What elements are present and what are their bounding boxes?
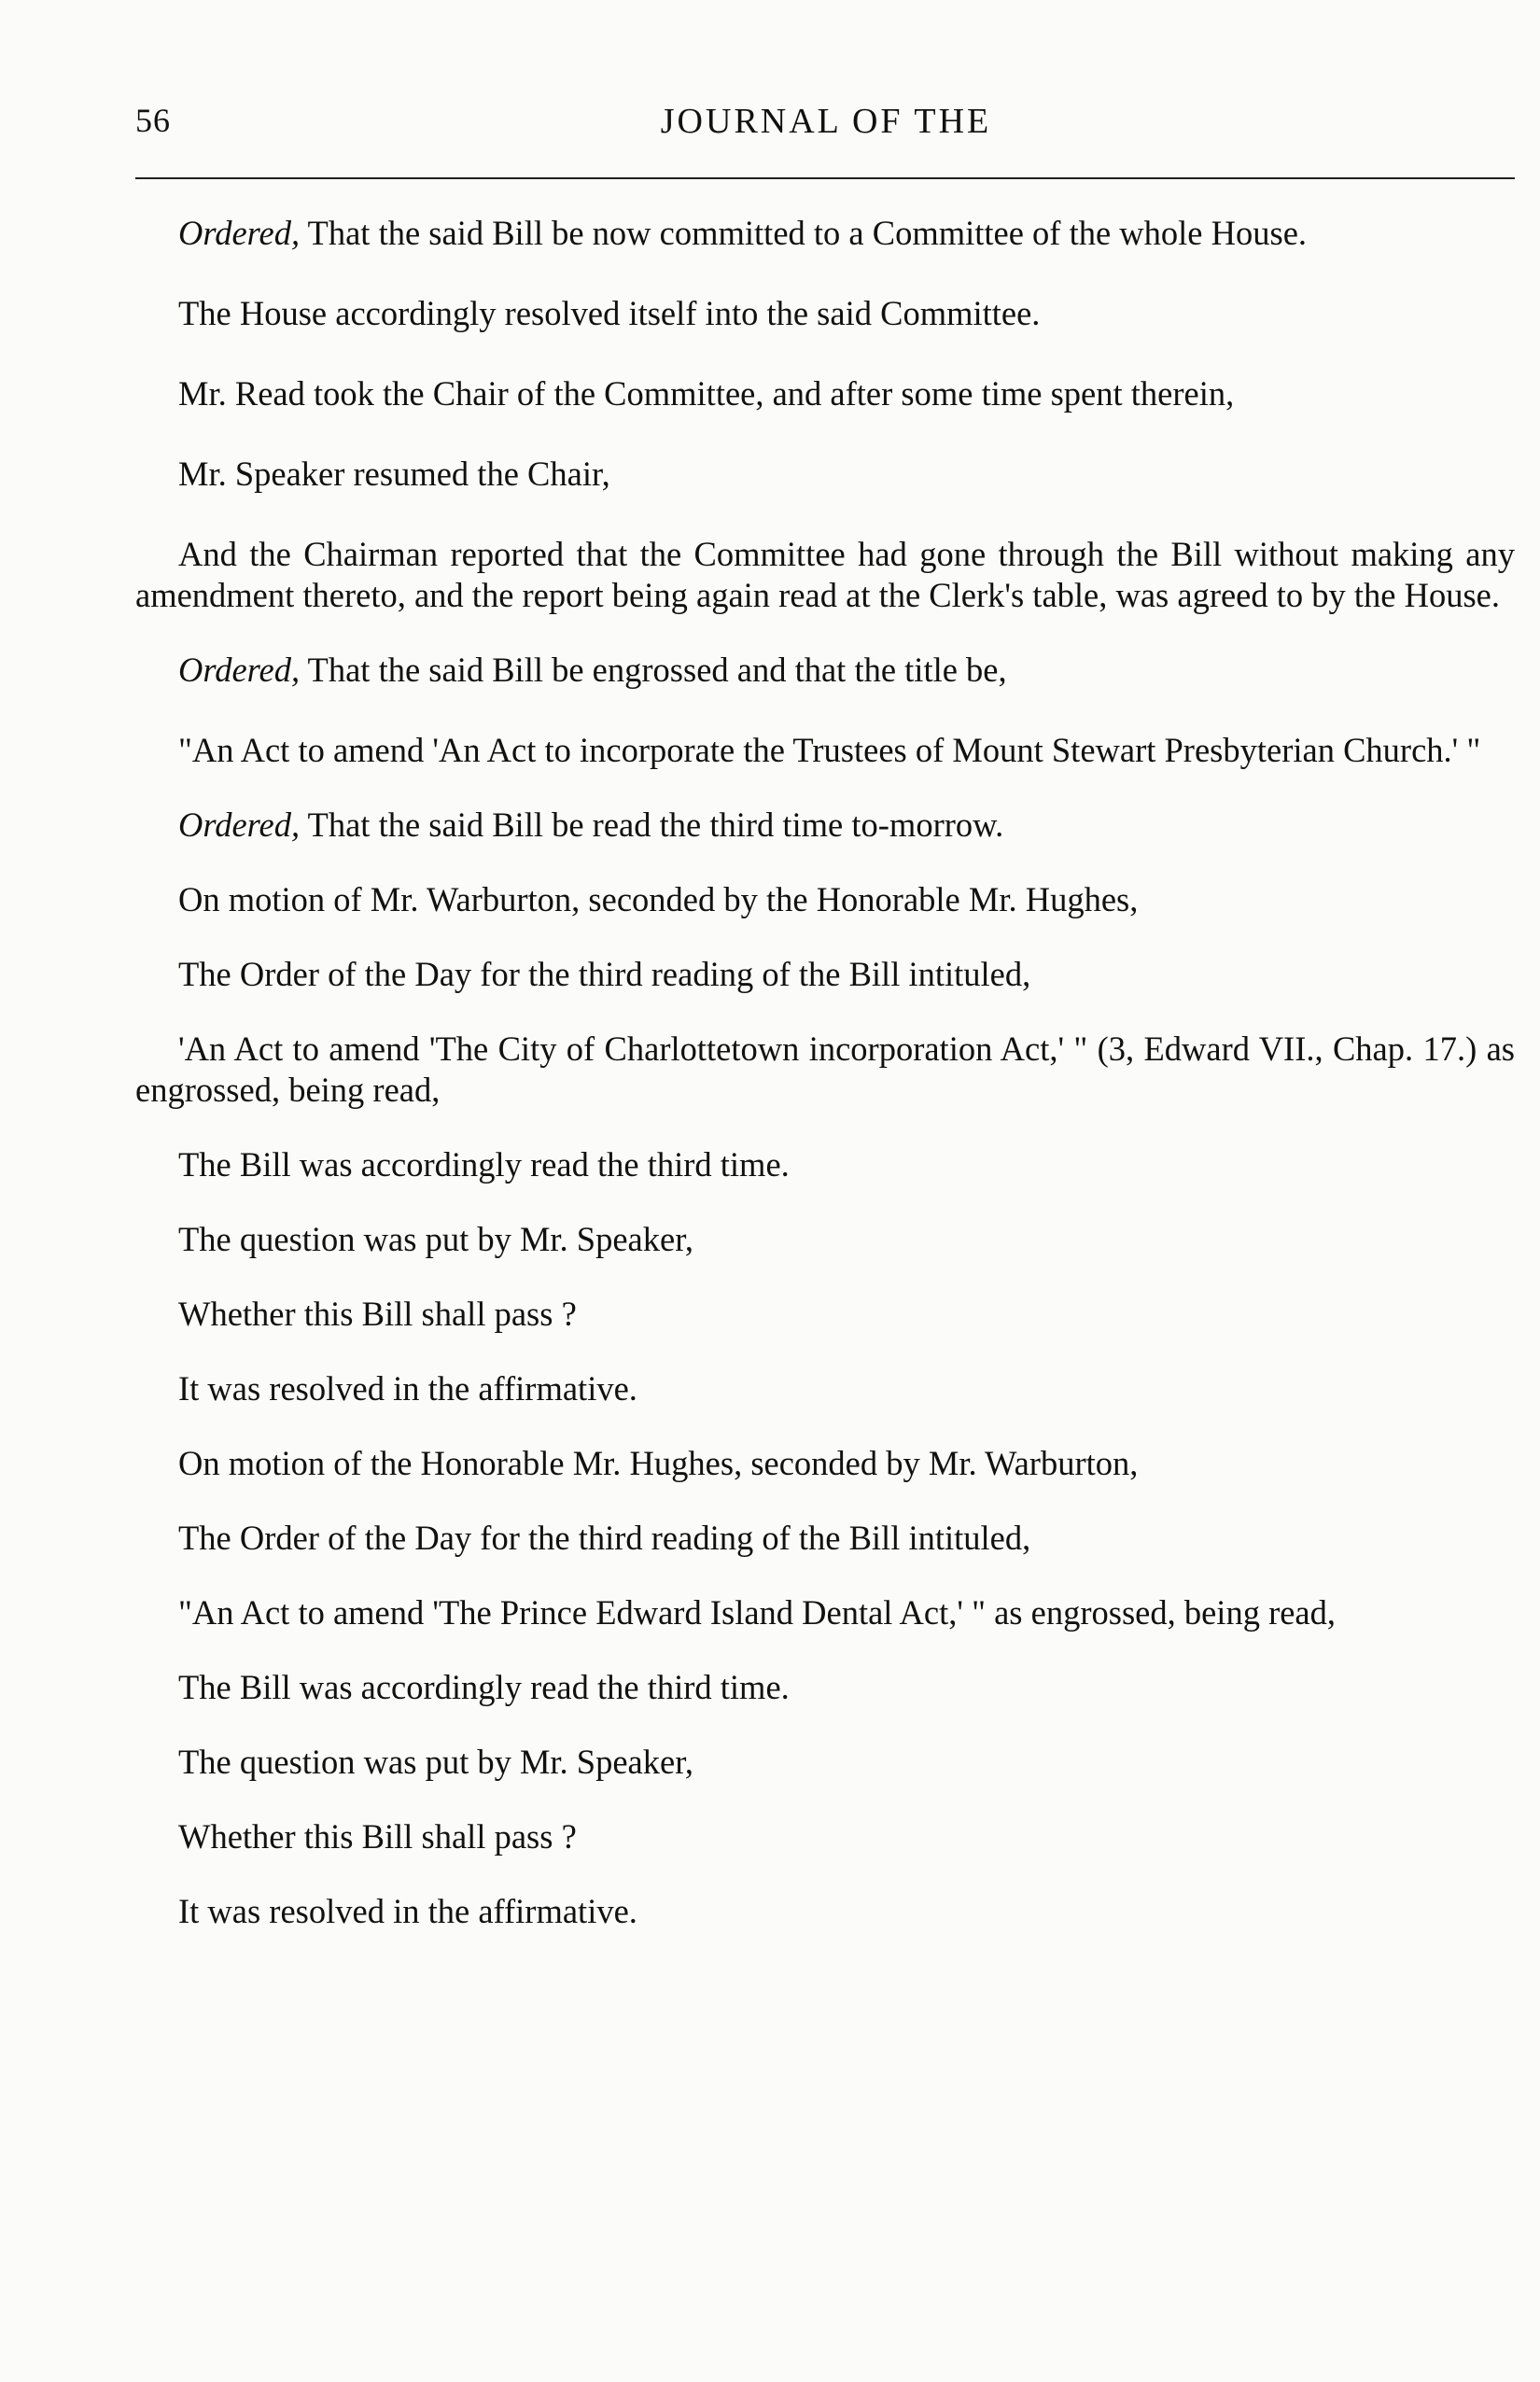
- journal-body: [135, 213, 1515, 1932]
- page-number: 56: [135, 102, 171, 139]
- paragraph-text: That the said Bill be read the third time to-morrow.: [300, 806, 1004, 844]
- paragraph-text: Whether this Bill shall pass ?: [178, 1295, 577, 1333]
- paragraph-text: The Order of the Day for the third reading of the Bill intituled,: [178, 955, 1031, 993]
- paragraph: [135, 1443, 1515, 1484]
- paragraph: [135, 954, 1515, 995]
- paragraph-text: The Order of the Day for the third reading of the Bill intituled,: [178, 1519, 1031, 1557]
- paragraph-text: And the Chairman reported that the Committee had gone through the Bill without making any amendment thereto, and the report being again read at the Clerk's table, was agreed to by the House.: [135, 535, 1515, 614]
- paragraph: [135, 454, 1515, 495]
- paragraph-text: Mr. Speaker resumed the Chair,: [178, 455, 610, 493]
- paragraph-text: It was resolved in the affirmative.: [178, 1892, 637, 1930]
- paragraph: [135, 1294, 1515, 1335]
- page-header: [135, 101, 1517, 147]
- paragraph-text: Whether this Bill shall pass ?: [178, 1817, 577, 1856]
- paragraph: [135, 373, 1515, 414]
- header-rule: [135, 177, 1515, 179]
- paragraph: [135, 1368, 1515, 1409]
- paragraph: [135, 650, 1515, 691]
- paragraph-text: "An Act to amend 'An Act to incorporate the Trustees of Mount Stewart Presbyterian Church.' ": [178, 731, 1481, 769]
- paragraph: [135, 879, 1515, 920]
- paragraph: [135, 1518, 1515, 1559]
- paragraph-text: On motion of the Honorable Mr. Hughes, seconded by Mr. Warburton,: [178, 1444, 1139, 1482]
- paragraph: [135, 1816, 1515, 1857]
- paragraph-text: That the said Bill be engrossed and that the title be,: [300, 651, 1007, 689]
- paragraph: [135, 730, 1515, 771]
- paragraph: [135, 213, 1515, 254]
- paragraph-text: "An Act to amend 'The Prince Edward Island Dental Act,' " as engrossed, being read,: [178, 1593, 1337, 1632]
- paragraph-text: It was resolved in the affirmative.: [178, 1369, 637, 1408]
- paragraph: [135, 1742, 1515, 1783]
- paragraph-text: That the said Bill be now committed to a Committee of the whole House.: [300, 214, 1308, 252]
- paragraph-text: 'An Act to amend 'The City of Charlottetown incorporation Act,' " (3, Edward VII., Chap. 17.) as engrossed, being read,: [135, 1030, 1515, 1109]
- paragraph-text: The Bill was accordingly read the third time.: [178, 1668, 790, 1706]
- paragraph-text: The question was put by Mr. Speaker,: [178, 1220, 694, 1258]
- paragraph-lead: Ordered,: [178, 651, 301, 689]
- paragraph-text: The House accordingly resolved itself into the said Committee.: [178, 294, 1041, 332]
- paragraph: [135, 1667, 1515, 1708]
- paragraph: [135, 1219, 1515, 1260]
- paragraph-text: The question was put by Mr. Speaker,: [178, 1743, 694, 1781]
- running-head: JOURNAL OF THE: [660, 102, 992, 141]
- paragraph-text: Mr. Read took the Chair of the Committee, and after some time spent therein,: [178, 374, 1235, 413]
- paragraph: [135, 534, 1515, 616]
- paragraph: [135, 1029, 1515, 1111]
- paragraph-lead: Ordered,: [178, 806, 301, 844]
- paragraph-text: The Bill was accordingly read the third time.: [178, 1145, 790, 1184]
- paragraph: [135, 1592, 1515, 1633]
- paragraph-lead: Ordered,: [178, 214, 301, 252]
- paragraph: [135, 1144, 1515, 1185]
- paragraph: [135, 805, 1515, 846]
- paragraph-text: On motion of Mr. Warburton, seconded by the Honorable Mr. Hughes,: [178, 880, 1139, 918]
- paragraph: [135, 293, 1515, 334]
- paragraph: [135, 1891, 1515, 1932]
